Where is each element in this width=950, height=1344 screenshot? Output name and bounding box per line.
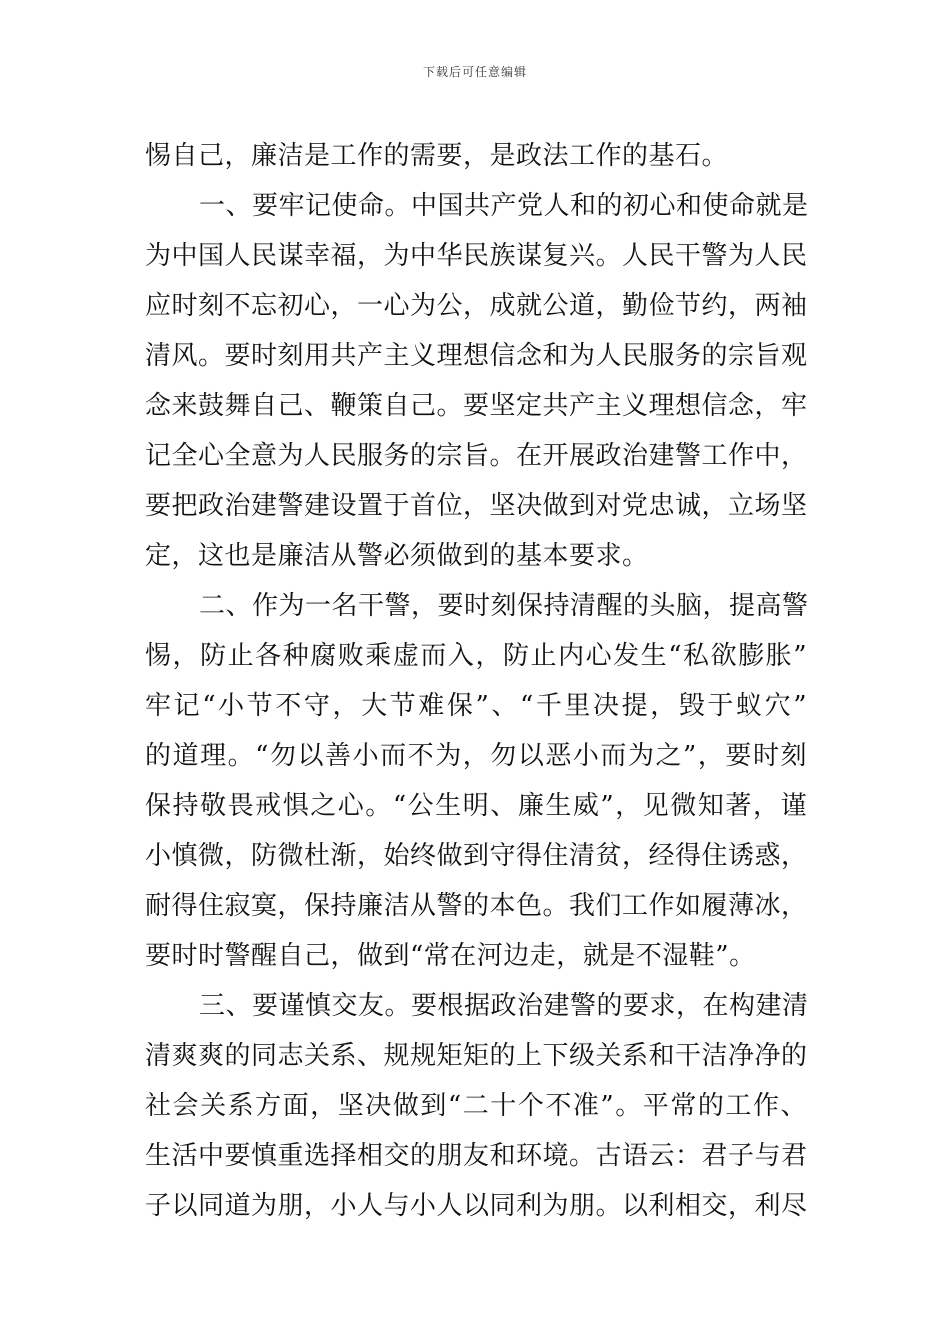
text-line: 三、要谨慎交友。要根据政治建警的要求，在构建清: [199, 991, 809, 1021]
text-line: 记全心全意为人民服务的宗旨。在开展政治建警工作中，: [145, 441, 808, 471]
text-line: 牢记“小节不守，大节难保”、“千里决提，毁于蚁穴”: [145, 691, 807, 721]
text-line: 应时刻不忘初心，一心为公，成就公道，勤俭节约，两袖: [145, 291, 808, 321]
text-line: 定，这也是廉洁从警必须做到的基本要求。: [145, 541, 649, 571]
text-line: 的道理。“勿以善小而不为，勿以恶小而为之”，要时刻: [145, 741, 807, 771]
text-line: 生活中要慎重选择相交的朋友和环境。古语云：君子与君: [145, 1141, 808, 1171]
text-line: 子以同道为朋，小人与小人以同利为朋。以利相交，利尽: [145, 1191, 808, 1221]
text-line: 二、作为一名干警，要时刻保持清醒的头脑，提高警: [199, 591, 809, 621]
text-line: 惕，防止各种腐败乘虚而入，防止内心发生“私欲膨胀”: [145, 641, 807, 671]
text-line: 耐得住寂寞，保持廉洁从警的本色。我们工作如履薄冰，: [145, 891, 808, 921]
document-body: [145, 131, 807, 1231]
text-line: 要把政治建警建设置于首位，坚决做到对党忠诚，立场坚: [145, 491, 808, 521]
text-line: 保持敬畏戒惧之心。“公生明、廉生威”，见微知著，谨: [145, 791, 807, 821]
text-line: 清风。要时刻用共产主义理想信念和为人民服务的宗旨观: [145, 341, 808, 371]
text-line: 一、要牢记使命。中国共产党人和的初心和使命就是: [199, 191, 809, 221]
text-line: 为中国人民谋幸福，为中华民族谋复兴。人民干警为人民: [145, 241, 808, 271]
text-line: 社会关系方面，坚决做到“二十个不准”。平常的工作、: [145, 1091, 807, 1121]
text-line: 要时时警醒自己，做到“常在河边走，就是不湿鞋”。: [145, 941, 756, 971]
text-line: 念来鼓舞自己、鞭策自己。要坚定共产主义理想信念，牢: [145, 391, 808, 421]
text-line: 清爽爽的同志关系、规规矩矩的上下级关系和干洁净净的: [145, 1041, 808, 1071]
text-line: 惕自己，廉洁是工作的需要，是政法工作的基石。: [145, 141, 729, 171]
page-header: 下载后可任意编辑: [422, 65, 527, 79]
text-line: 小慎微，防微杜渐，始终做到守得住清贫，经得住诱惑，: [145, 841, 808, 871]
